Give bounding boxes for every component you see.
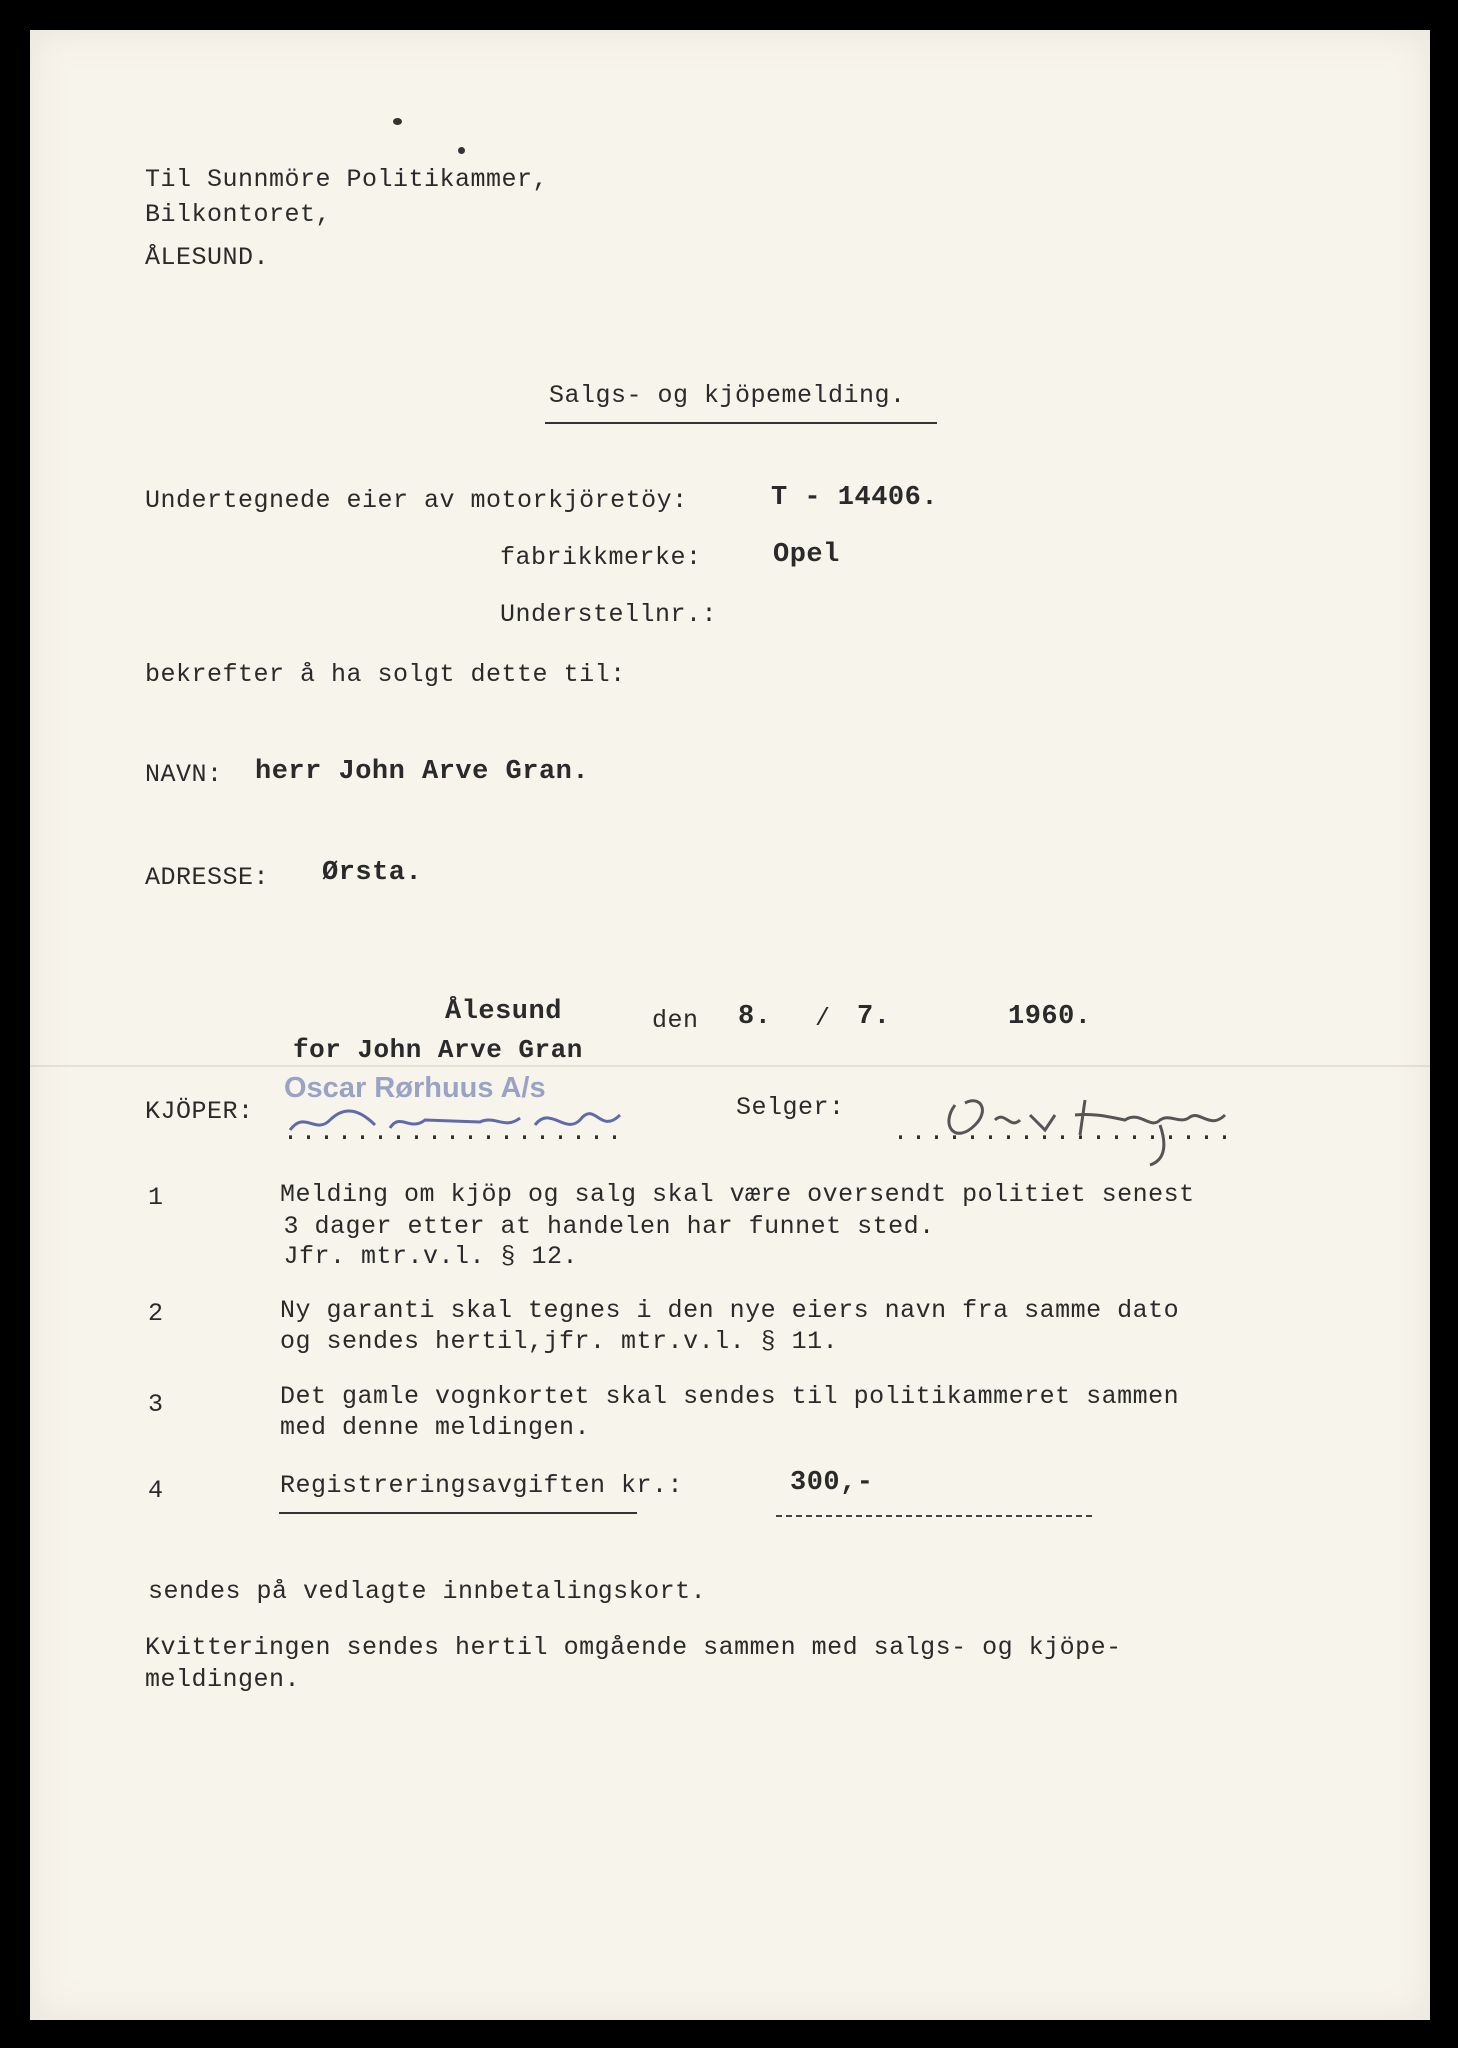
kjoper-label: KJÖPER:	[145, 1097, 254, 1126]
footer-line-2: Kvitteringen sendes hertil omgående sammen med salgs- og kjöpe-	[145, 1633, 1122, 1662]
owner-label: Undertegnede eier av motorkjöretöy:	[145, 486, 688, 515]
document-page	[30, 30, 1430, 2020]
date-place: Ålesund	[445, 997, 562, 1027]
chassis-label: Understellnr.:	[500, 600, 718, 629]
behalf-text: for John Arve Gran	[293, 1035, 583, 1065]
date-slash: /	[815, 1004, 831, 1033]
footer-line-3: meldingen.	[145, 1665, 301, 1694]
note-3-line-2: med denne meldingen.	[280, 1413, 591, 1442]
registration-number: T - 14406.	[771, 483, 939, 513]
fee-amount: 300,-	[790, 1468, 874, 1498]
kjoper-signature-line: ...................	[283, 1118, 626, 1147]
buyer-address: Ørsta.	[322, 858, 423, 888]
page-title: Salgs- og kjöpemelding.	[549, 381, 906, 410]
selger-signature-line: ...................	[893, 1118, 1236, 1147]
company-stamp: Oscar Rørhuus A/s	[284, 1072, 546, 1104]
ink-mark	[393, 118, 402, 125]
note-1-line-2: 3 dager etter at handelen har funnet sted.	[268, 1212, 935, 1241]
fold-crease	[30, 1065, 1430, 1067]
note-2-line-2: og sendes hertil,jfr. mtr.v.l. § 11.	[280, 1327, 839, 1356]
note-number: 1	[148, 1183, 164, 1212]
note-4-line-1: Registreringsavgiften kr.:	[280, 1471, 684, 1500]
date-den: den	[652, 1006, 699, 1035]
confirm-text: bekrefter å ha solgt dette til:	[145, 660, 626, 689]
selger-label: Selger:	[736, 1093, 845, 1122]
footer-line-1: sendes på vedlagte innbetalingskort.	[148, 1577, 707, 1606]
date-month: 7.	[857, 1002, 891, 1032]
note-number: 2	[148, 1299, 164, 1328]
address-line-2: Bilkontoret,	[145, 200, 332, 229]
note-3-line-1: Det gamle vognkortet skal sendes til politikammeret sammen	[280, 1382, 1180, 1411]
note-1-line-1: Melding om kjöp og salg skal være oversendt politiet senest	[280, 1180, 1195, 1209]
address-line-3: ÅLESUND.	[145, 243, 270, 272]
vehicle-make: Opel	[773, 540, 840, 570]
address-label: ADRESSE:	[145, 863, 270, 892]
address-line-1: Til Sunnmöre Politikammer,	[145, 165, 549, 194]
date-day: 8.	[738, 1002, 772, 1032]
note-number: 3	[148, 1390, 164, 1419]
fee-label-underline	[279, 1512, 637, 1514]
make-label: fabrikkmerke:	[500, 543, 702, 572]
title-underline	[545, 422, 937, 424]
note-number: 4	[148, 1476, 164, 1505]
date-year: 1960.	[1008, 1002, 1092, 1032]
buyer-name: herr John Arve Gran.	[255, 757, 590, 787]
fee-dashed-line	[776, 1515, 1092, 1517]
name-label: NAVN:	[145, 760, 223, 789]
note-1-line-3: Jfr. mtr.v.l. § 12.	[268, 1242, 579, 1271]
ink-mark	[458, 147, 465, 154]
note-2-line-1: Ny garanti skal tegnes i den nye eiers navn fra samme dato	[280, 1296, 1180, 1325]
